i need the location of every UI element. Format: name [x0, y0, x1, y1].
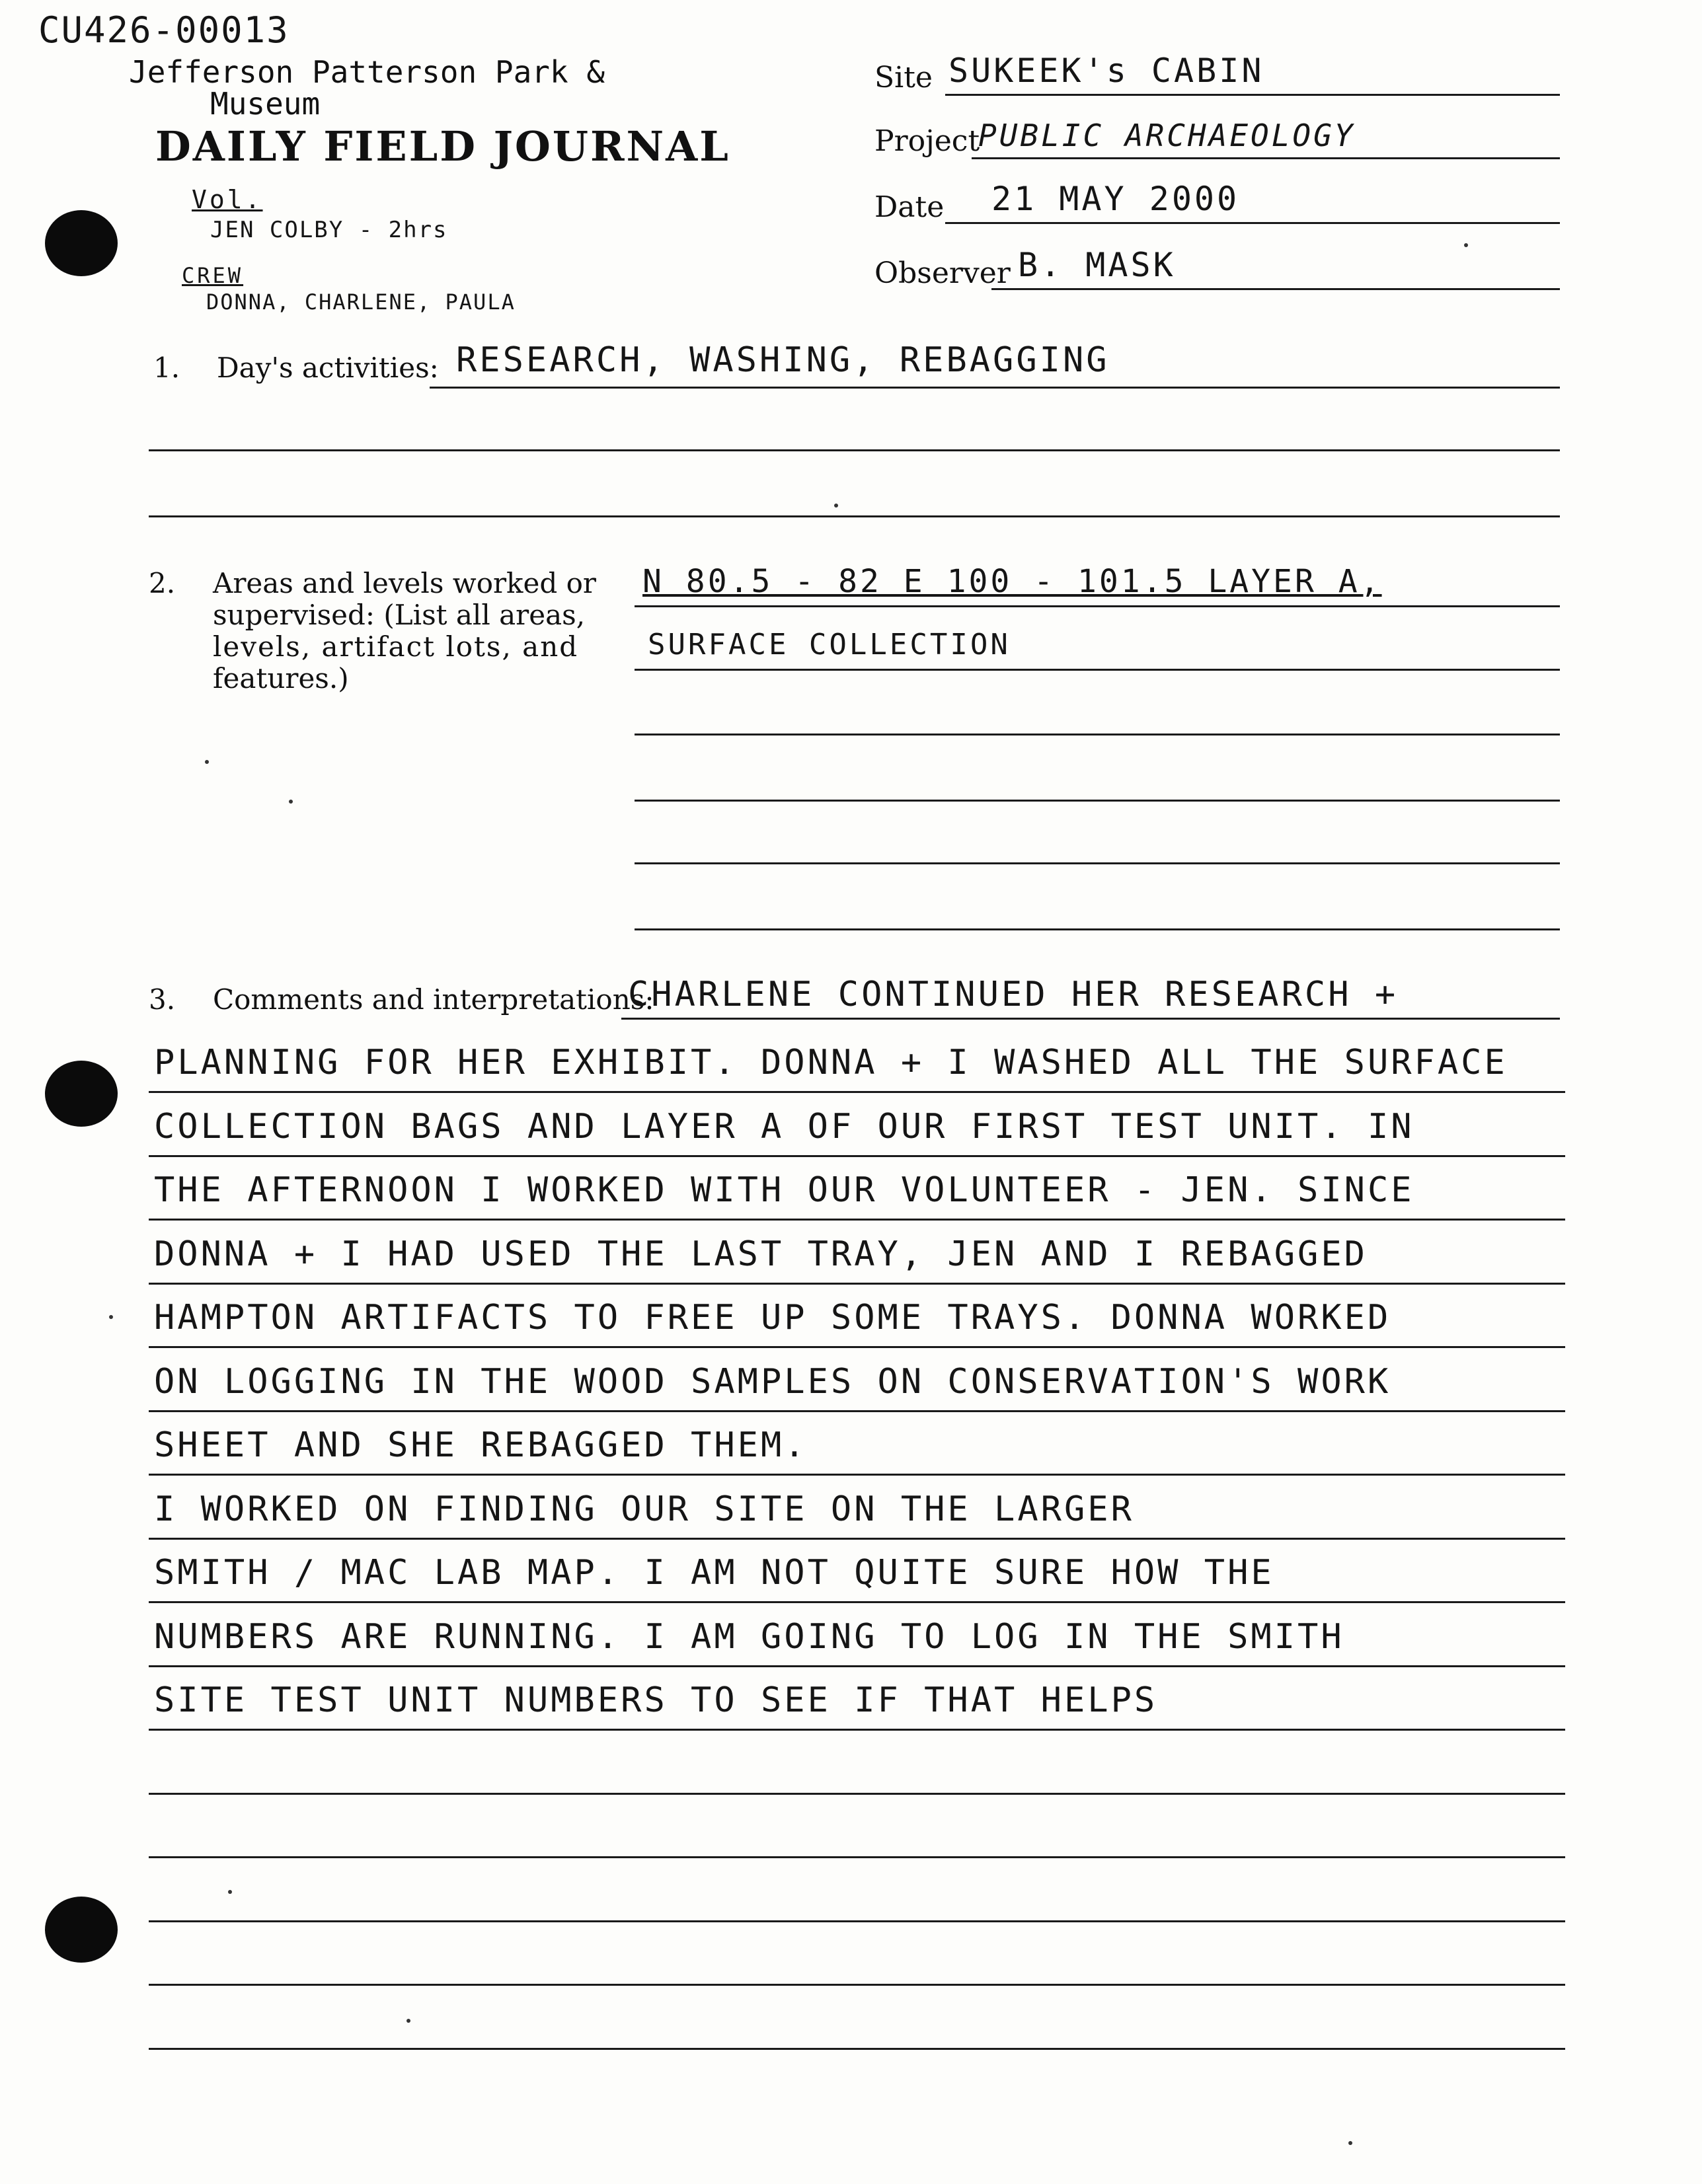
section-3-line-0	[621, 1018, 1560, 1020]
section-2-value-line1: N 80.5 - 82 E 100 - 101.5 LAYER A,	[642, 563, 1382, 600]
comment-line: COLLECTION BAGS AND LAYER A OF OUR FIRST TEST UNIT. IN	[149, 1098, 1565, 1157]
comment-line	[149, 1927, 1565, 1986]
comment-line: HAMPTON ARTIFACTS TO FREE UP SOME TRAYS. DONNA WORKED	[149, 1289, 1565, 1348]
page-title: DAILY FIELD JOURNAL	[155, 122, 730, 170]
document-id: CU426-00013	[38, 9, 290, 51]
comment-line: SHEET AND SHE REBAGGED THEM.	[149, 1417, 1565, 1476]
comment-line: THE AFTERNOON I WORKED WITH OUR VOLUNTEER - JEN. SINCE	[149, 1162, 1565, 1221]
project-value: PUBLIC ARCHAEOLOGY	[978, 118, 1356, 153]
date-value: 21 MAY 2000	[991, 180, 1240, 218]
site-value: SUKEEK's CABIN	[948, 52, 1264, 90]
comment-line	[149, 1736, 1565, 1795]
section-2-line-4	[635, 800, 1560, 802]
project-label: Project	[874, 124, 980, 158]
speck	[109, 1315, 113, 1319]
section-2-label-line2: supervised: (List all areas,	[213, 599, 586, 631]
speck	[205, 760, 209, 764]
section-3-number: 3.	[149, 983, 176, 1016]
section-2-label-line3: levels, artifact lots, and	[213, 630, 579, 663]
section-1-line-2	[149, 449, 1560, 451]
punch-hole-top	[45, 210, 118, 276]
speck	[406, 2019, 410, 2023]
project-line	[972, 157, 1560, 159]
crew-label: CREW	[182, 263, 244, 288]
section-2-value-line2: SURFACE COLLECTION	[648, 628, 1011, 661]
speck	[289, 800, 293, 804]
section-2-line-5	[635, 862, 1560, 864]
section-2-label-line1: Areas and levels worked or	[213, 567, 596, 599]
observer-line	[991, 288, 1560, 290]
section-2-line-1	[635, 605, 1560, 607]
comment-line: DONNA + I HAD USED THE LAST TRAY, JEN AND I REBAGGED	[149, 1226, 1565, 1285]
comment-line	[149, 1864, 1565, 1922]
section-2-number: 2.	[149, 567, 176, 599]
comment-line	[149, 1799, 1565, 1858]
institution-name-line2: Museum	[210, 86, 321, 122]
section-2-line-6	[635, 928, 1560, 930]
site-line	[945, 94, 1560, 96]
punch-hole-middle	[45, 1061, 118, 1127]
vol-label: Vol.	[192, 185, 263, 214]
section-1-line-3	[149, 515, 1560, 517]
comment-line: PLANNING FOR HER EXHIBIT. DONNA + I WASHED ALL THE SURFACE	[149, 1034, 1565, 1093]
speck	[1348, 2141, 1352, 2145]
comment-line: I WORKED ON FINDING OUR SITE ON THE LARGER	[149, 1481, 1565, 1540]
section-2-label-line4: features.)	[213, 662, 349, 695]
speck	[834, 504, 838, 508]
comment-line	[149, 1991, 1565, 2050]
date-label: Date	[874, 190, 945, 224]
section-2-line-3	[635, 734, 1560, 735]
crew-value: DONNA, CHARLENE, PAULA	[206, 289, 516, 315]
speck	[1464, 243, 1468, 247]
section-1-line-1	[430, 387, 1560, 389]
section-3-first-line: CHARLENE CONTINUED HER RESEARCH +	[628, 975, 1399, 1014]
section-1-number: 1.	[153, 352, 180, 384]
volunteer-value: JEN COLBY - 2hrs	[210, 217, 448, 243]
date-line	[945, 222, 1560, 224]
section-3-label: Comments and interpretations:	[213, 983, 654, 1016]
institution-name: Jefferson Patterson Park &	[129, 54, 605, 90]
section-2-line-2	[635, 669, 1560, 671]
observer-label: Observer	[874, 256, 1011, 290]
section-1-label: Day's activities:	[217, 352, 439, 384]
observer-value: B. MASK	[1018, 246, 1176, 284]
punch-hole-bottom	[45, 1897, 118, 1963]
comment-line: SMITH / MAC LAB MAP. I AM NOT QUITE SURE HOW THE	[149, 1544, 1565, 1603]
comment-line: NUMBERS ARE RUNNING. I AM GOING TO LOG IN THE SMITH	[149, 1608, 1565, 1667]
speck	[228, 1890, 232, 1894]
site-label: Site	[874, 61, 933, 94]
comment-line: SITE TEST UNIT NUMBERS TO SEE IF THAT HELPS	[149, 1672, 1565, 1731]
comment-line: ON LOGGING IN THE WOOD SAMPLES ON CONSERVATION'S WORK	[149, 1353, 1565, 1412]
section-1-value: RESEARCH, WASHING, REBAGGING	[456, 340, 1110, 380]
